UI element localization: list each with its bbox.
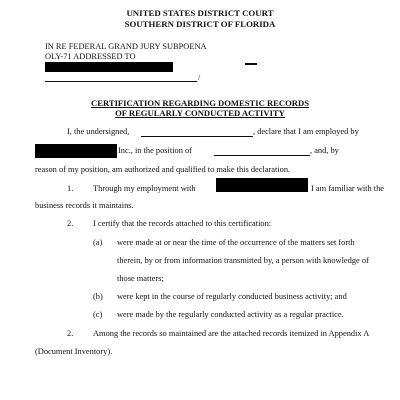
subitem-a-label: (a) <box>93 238 103 247</box>
item-3-number: 2. <box>67 329 74 338</box>
name-blank-line <box>141 136 253 137</box>
court-district: SOUTHERN DISTRICT OF FLORIDA <box>124 19 276 29</box>
subitem-b-line-1: were kept in the course of regularly conducted business activity; and <box>117 292 347 301</box>
intro-text-authorized: reason of my position, am authorized and qualified to make this declaration. <box>35 165 291 174</box>
item-1-line-2: business records it maintains. <box>35 201 134 210</box>
caption-line-1: IN RE FEDERAL GRAND JURY SUBPOENA <box>45 42 207 51</box>
item-2-text: I certify that the records attached to this certification: <box>93 219 272 228</box>
item-3-text: Among the records so maintained are the attached records itemized in Appendix A <box>93 329 370 338</box>
intro-text-position: Inc., in the position of <box>118 146 192 155</box>
caption-blank-line <box>45 81 197 82</box>
position-blank-line <box>214 155 310 156</box>
item-1-number: 1. <box>67 184 74 193</box>
caption-line-2: OLY-71 ADDRESSED TO <box>45 52 136 61</box>
subitem-a-line-1: were made at or near the time of the occurrence of the matters set forth <box>117 238 355 247</box>
caption-mark <box>245 63 257 65</box>
subitem-a-line-2: therein, by or from information transmitted by, a person with knowledge of <box>117 256 369 265</box>
redaction-employer <box>35 144 117 158</box>
court-name: UNITED STATES DISTRICT COURT <box>126 8 274 18</box>
item-1-text-start: Through my employment with <box>93 184 196 193</box>
caption-slash: / <box>198 73 201 82</box>
intro-text-and-by: , and, by <box>310 146 339 155</box>
item-2-number: 2. <box>67 219 74 228</box>
item-3-line-2: (Document Inventory). <box>35 347 113 356</box>
subitem-b-label: (b) <box>93 292 103 301</box>
subitem-c-label: (c) <box>93 310 103 319</box>
subitem-c-line-1: were made by the regularly conducted activity as a regular practice. <box>117 310 344 319</box>
intro-text-employed: , declare that I am employed by <box>253 127 359 136</box>
subitem-a-line-3: those matters; <box>117 274 164 283</box>
intro-text-start: I, the undersigned, <box>67 127 130 136</box>
document-subtitle: OF REGULARLY CONDUCTED ACTIVITY <box>115 108 285 118</box>
item-1-text-end: I am familiar with the <box>311 184 385 193</box>
document-title: CERTIFICATION REGARDING DOMESTIC RECORDS <box>91 98 309 108</box>
redaction-caption-name <box>45 62 173 72</box>
redaction-company <box>216 178 308 192</box>
